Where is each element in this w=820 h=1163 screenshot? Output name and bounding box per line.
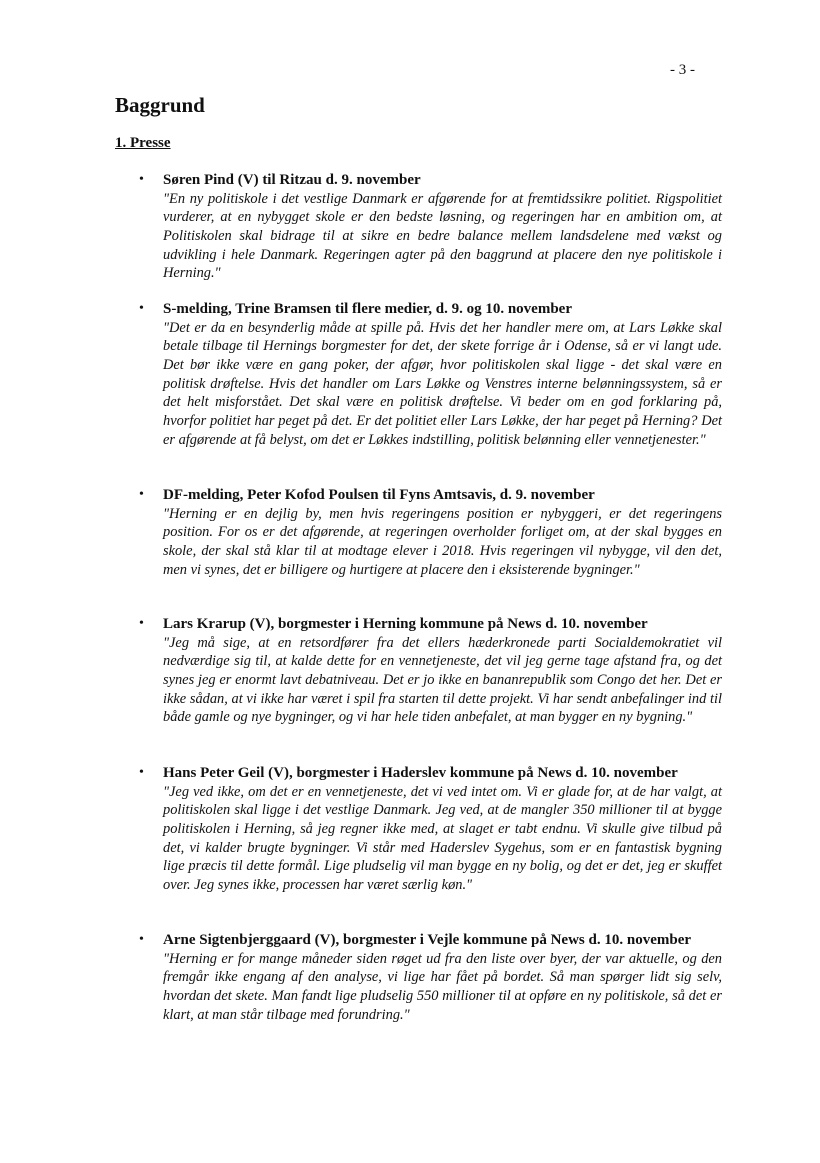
press-entry [139, 615, 722, 727]
entry-title: Søren Pind (V) til Ritzau d. 9. november [163, 172, 421, 188]
bullet-icon: • [139, 301, 144, 316]
entry-quote: "En ny politiskole i det vestlige Danmark er afgørende for at fremtidssikre politiet. Rigspolitiet vurderer, at en nybygget skole er den bedste løsning, og regeringen har en ambition om, at Politiskolen skal bidrage til at sikre en bedre balance mellem landsdelene med vækst og udvikling i hele Danmark. Regeringen agter på den baggrund at placere den nye politiskole i Herning." [163, 190, 722, 282]
press-entry [139, 171, 722, 283]
bullet-icon: • [139, 487, 144, 502]
section-title: 1. Presse [115, 135, 171, 151]
press-entry [139, 486, 722, 579]
entry-title: Arne Sigtenbjerggaard (V), borgmester i Vejle kommune på News d. 10. november [163, 932, 692, 948]
press-entry [139, 931, 722, 1024]
bullet-icon: • [139, 765, 144, 780]
bullet-icon: • [139, 932, 144, 947]
press-entry [139, 300, 722, 449]
entry-title: DF-melding, Peter Kofod Poulsen til Fyns Amtsavis, d. 9. november [163, 487, 595, 503]
entry-quote: "Herning er en dejlig by, men hvis regeringens position er nybyggeri, er det regeringens position. For os er det afgørende, at regeringen overholder forliget om, at der skal bygges en skole, der skal stå klar til at modtage elever i 2018. Hvis regeringen vil nybygge, vil den det, men vi synes, det er billigere og hurtigere at placere den i eksisterende bygninger." [163, 505, 722, 578]
entry-title: S-melding, Trine Bramsen til flere medier, d. 9. og 10. november [163, 301, 572, 317]
page-heading: Baggrund [115, 93, 205, 117]
press-entry [139, 764, 722, 895]
page-number: - 3 - [670, 62, 695, 78]
bullet-icon: • [139, 616, 144, 631]
entry-quote: "Herning er for mange måneder siden røget ud fra den liste over byer, der var aktuelle, og den fremgår ikke engang af den analyse, vi lige har fået på bordet. Så man spørger lidt sig selv, hvordan det skete. Man fandt lige pludselig 550 millioner til at opføre en ny politiskole, så det er klart, at man står tilbage med forundring." [163, 950, 722, 1023]
entry-title: Hans Peter Geil (V), borgmester i Haderslev kommune på News d. 10. november [163, 765, 678, 781]
entry-quote: "Det er da en besynderlig måde at spille på. Hvis det her handler mere om, at Lars Løkke skal betale tilbage til Hernings borgmester for det, der skete forrige år i Odense, så er vi langt ude. Det bør ikke være en gang poker, der afgør, hvor politiskolen skal ligge - det skal være en politisk drøftelse. Hvis det handler om Lars Løkke og Venstres interne belønningssystem, så er det helt misforstået. Det skal være en politisk drøftelse. Vi beder om en god forklaring på, hvorfor politiet har peget på det. Er det politiet eller Lars Løkke, der har peget på Herning? Det er afgørende at få belyst, om det er Løkkes indstilling, politisk belønning eller vennetjenester." [163, 319, 722, 448]
entry-quote: "Jeg må sige, at en retsordfører fra det ellers hæderkronede parti Socialdemokratiet vil nedværdige sig til, at kalde dette for en vennetjeneste, det vil jeg gerne tage afstand fra, og det synes jeg er enormt lavt debatniveau. Det er jo ikke en bananrepublik som Congo det her. Det er ikke sådan, at vi ikke har været i spil fra starten til dette projekt. Vi har sendt anbefalinger ind til både gamle og nye bygninger, og vi har hele tiden anbefalet, at man bygger en ny bygning." [163, 634, 722, 726]
entry-quote: "Jeg ved ikke, om det er en vennetjeneste, det vi ved intet om. Vi er glade for, at de har valgt, at politiskolen skal ligge i det vestlige Danmark. Jeg ved, at de mangler 350 millioner til at bygge politiskolen i Herning, så jeg regner ikke med, at slaget er tabt endnu. Vi skulle give tilbud på det, vi kalder brugte bygninger. Vi står med Haderslev Sygehus, som er en fantastisk bygning lige præcis til dette formål. Lige pludselig vil man bygge en ny bolig, og det er det, jeg er skuffet over. Jeg synes ikke, processen har været særlig køn." [163, 783, 722, 894]
entry-title: Lars Krarup (V), borgmester i Herning kommune på News d. 10. november [163, 616, 648, 632]
bullet-icon: • [139, 172, 144, 187]
